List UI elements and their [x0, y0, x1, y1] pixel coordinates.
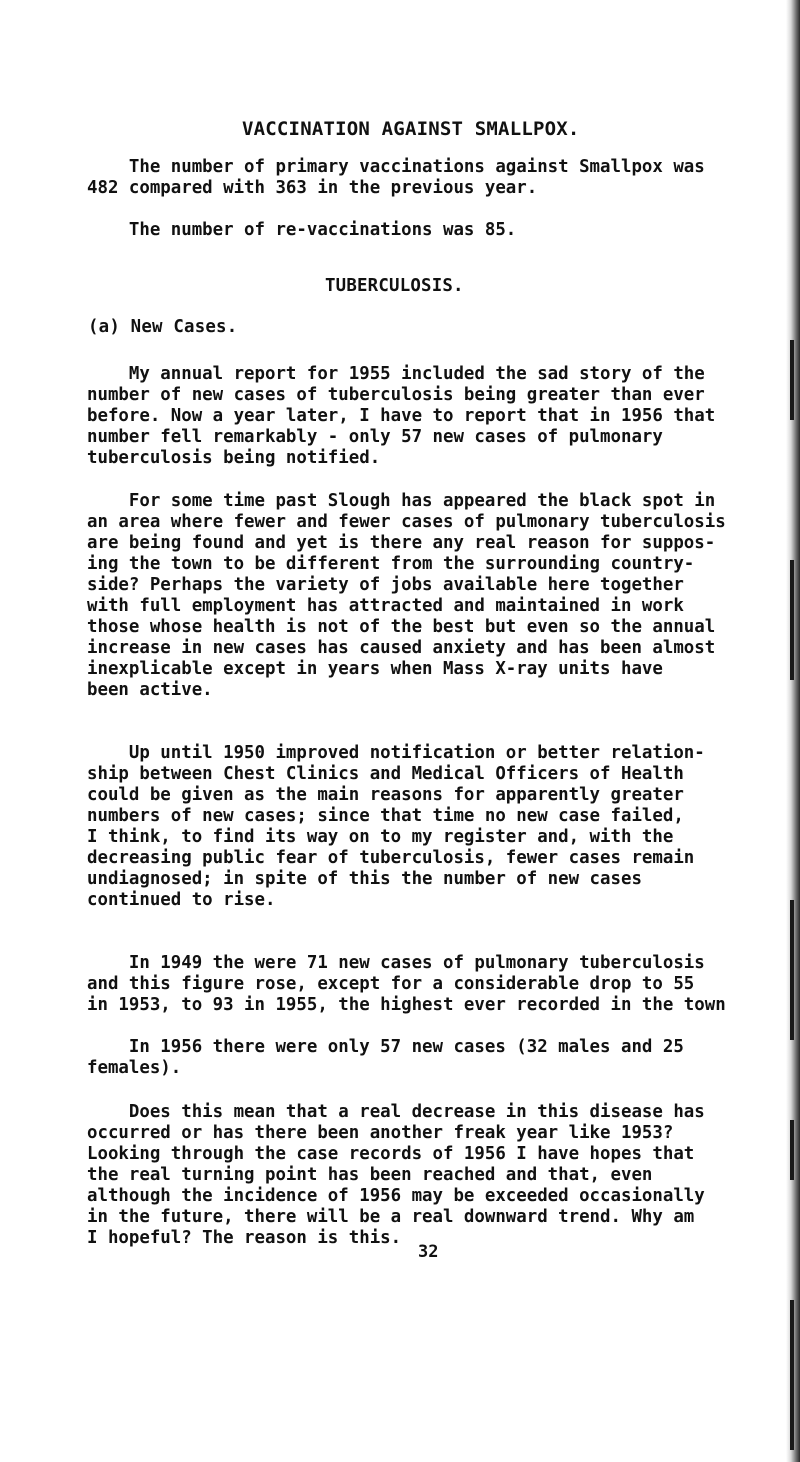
paragraph-1949-figures: In 1949 the were 71 new cases of pulmonary tuberculosis and this figure rose, except for a considerable drop to 55 in 1953, to 93 in 1955, the highest ever recorded in the town: [87, 953, 726, 1015]
binding-mark: [790, 900, 794, 1040]
binding-shadow: [786, 0, 800, 1462]
binding-mark: [790, 340, 794, 420]
paragraph-1955-report: My annual report for 1955 included the sad story of the number of new cases of tuberculosis being greater than ever before. Now a year later, I have to report that in 1956 that number fell remarkably - only 57 new cases of pulmonary tuberculosis being notified.: [87, 364, 716, 468]
page-number: 32: [418, 1242, 439, 1262]
revaccination-paragraph: The number of re-vaccinations was 85.: [87, 220, 517, 240]
new-cases-subheading: (a) New Cases.: [88, 317, 238, 337]
paragraph-notification: Up until 1950 improved notification or better relation- ship between Chest Clinics and Medical Officers of Health could be given as the main reasons for apparently greater numbers of new cases; since that time no new case failed, I think, to find its way on to my register and, with the decreasing public fear of tuberculosis, fewer cases remain undiagnosed; in spite of this the number of new cases continued to rise.: [87, 743, 705, 910]
paragraph-1956-cases: In 1956 there were only 57 new cases (32 males and 25 females).: [87, 1037, 684, 1078]
tuberculosis-heading: TUBERCULOSIS.: [325, 276, 464, 296]
paragraph-real-decrease: Does this mean that a real decrease in this disease has occurred or has there been another freak year like 1953? Looking through the case records of 1956 I have hopes that the real turning point has been reached and that, even although the incidence of 1956 may be exceeded occasionally in the future, there will be a real downward trend. Why am I hopeful? The reason is this.: [87, 1102, 705, 1248]
binding-mark: [790, 560, 794, 680]
binding-mark: [790, 1300, 794, 1450]
binding-mark: [790, 1120, 794, 1180]
paragraph-slough-black-spot: For some time past Slough has appeared the black spot in an area where fewer and fewer cases of pulmonary tuberculosis are being found and yet is there any real reason for suppos- ing the town to be different from the surrounding country- side? Perhaps the variety of jobs available here together with full employment has attracted and maintained in work those whose health is not of the best but even so the annual increase in new cases has caused anxiety and has been almost inexplicable except in years when Mass X-ray units have been active.: [87, 491, 726, 700]
vaccination-heading: VACCINATION AGAINST SMALLPOX.: [242, 118, 580, 140]
vaccination-primary-paragraph: The number of primary vaccinations against Smallpox was 482 compared with 363 in the previous year.: [87, 157, 705, 198]
